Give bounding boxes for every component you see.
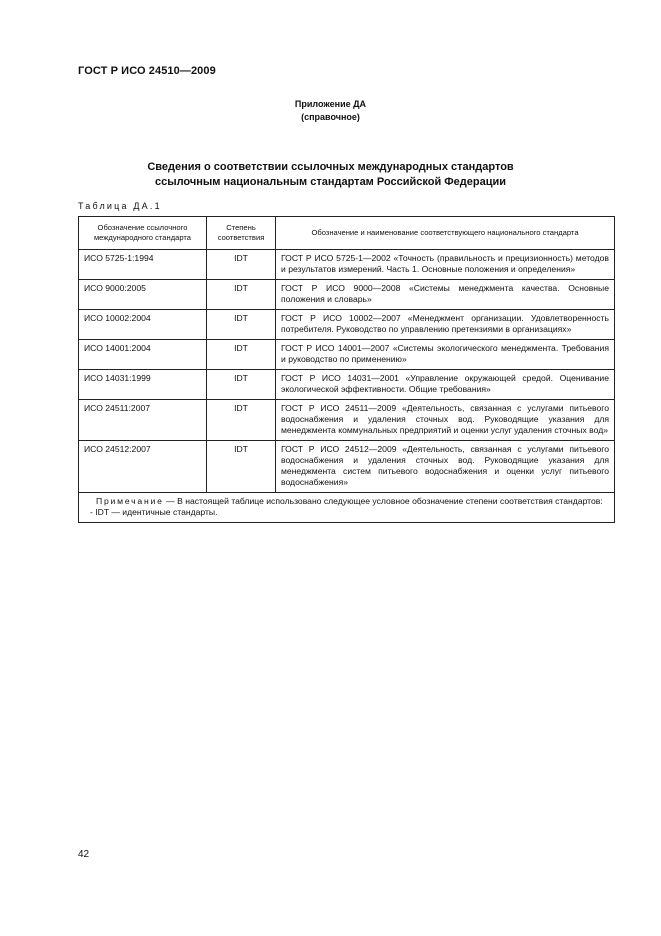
correspondence-table (78, 216, 615, 523)
table-note-row (79, 493, 615, 523)
international-code-cell: ИСО 24512:2007 (79, 441, 207, 493)
international-code-cell: ИСО 5725-1:1994 (79, 250, 207, 280)
column-header-international: Обозначение ссылочного международного стандарта (79, 217, 207, 250)
note-list-item: - IDT — идентичные стандарты. (90, 507, 218, 517)
international-code-cell: ИСО 14031:1999 (79, 370, 207, 400)
international-code-cell: ИСО 9000:2005 (79, 280, 207, 310)
note-paragraph (84, 496, 609, 507)
section-title (0, 160, 661, 190)
degree-cell: IDT (207, 250, 276, 280)
international-code-cell: ИСО 10002:2004 (79, 310, 207, 340)
national-standard-cell: ГОСТ Р ИСО 14031—2001 «Управление окружающей средой. Оценивание экологической эффективности. Общие требования» (276, 370, 615, 400)
table-note (79, 493, 615, 523)
page-number: 42 (78, 849, 90, 860)
note-label: Примечание (96, 496, 164, 506)
international-code-cell: ИСО 14001:2004 (79, 340, 207, 370)
annex-subtitle: (справочное) (301, 112, 360, 122)
international-code-cell: ИСО 24511:2007 (79, 400, 207, 441)
degree-cell: IDT (207, 280, 276, 310)
national-standard-cell: ГОСТ Р ИСО 24512—2009 «Деятельность, связанная с услугами питьевого водоснабжения и удаления сточных вод. Руководящие указания для менеджмента систем питьевого водоснабжения и оценки услуг питьевого водоснабжения» (276, 441, 615, 493)
national-standard-cell: ГОСТ Р ИСО 14001—2007 «Системы экологического менеджмента. Требования и руководство по применению» (276, 340, 615, 370)
section-title-line-2: ссылочным национальным стандартам Российской Федерации (154, 176, 507, 188)
table-row (79, 370, 615, 400)
table-row (79, 310, 615, 340)
national-standard-cell: ГОСТ Р ИСО 24511—2009 «Деятельность, связанная с услугами питьевого водоснабжения и удаления сточных вод. Руководящие указания для менеджмента коммунальных предприятий и оценки услуг удаления сточных вод» (276, 400, 615, 441)
table-row (79, 280, 615, 310)
note-body: — В настоящей таблице использовано следующее условное обозначение степени соответствия стандартов: (163, 496, 603, 506)
table-row (79, 340, 615, 370)
section-title-line-1: Сведения о соответствии ссылочных международных стандартов (147, 161, 514, 173)
national-standard-cell: ГОСТ Р ИСО 10002—2007 «Менеджмент организации. Удовлетворенность потребителя. Руководство по управлению претензиями в организациях» (276, 310, 615, 340)
annex-title: Приложение ДА (294, 99, 367, 109)
degree-cell: IDT (207, 310, 276, 340)
table-caption: Таблица ДА.1 (78, 201, 162, 211)
degree-cell: IDT (207, 441, 276, 493)
degree-cell: IDT (207, 370, 276, 400)
document-header: ГОСТ Р ИСО 24510—2009 (78, 65, 216, 77)
table-row (79, 441, 615, 493)
national-standard-cell: ГОСТ Р ИСО 9000—2008 «Системы менеджмента качества. Основные положения и словарь» (276, 280, 615, 310)
column-header-national: Обозначение и наименование соответствующего национального стандарта (276, 217, 615, 250)
national-standard-cell: ГОСТ Р ИСО 5725-1—2002 «Точность (правильность и прецизионность) методов и результатов измерений. Часть 1. Основные положения и определения» (276, 250, 615, 280)
table-row (79, 400, 615, 441)
degree-cell: IDT (207, 340, 276, 370)
degree-cell: IDT (207, 400, 276, 441)
column-header-degree: Степень соответствия (207, 217, 276, 250)
table-row (79, 250, 615, 280)
annex-heading (0, 98, 661, 124)
table-header-row (79, 217, 615, 250)
